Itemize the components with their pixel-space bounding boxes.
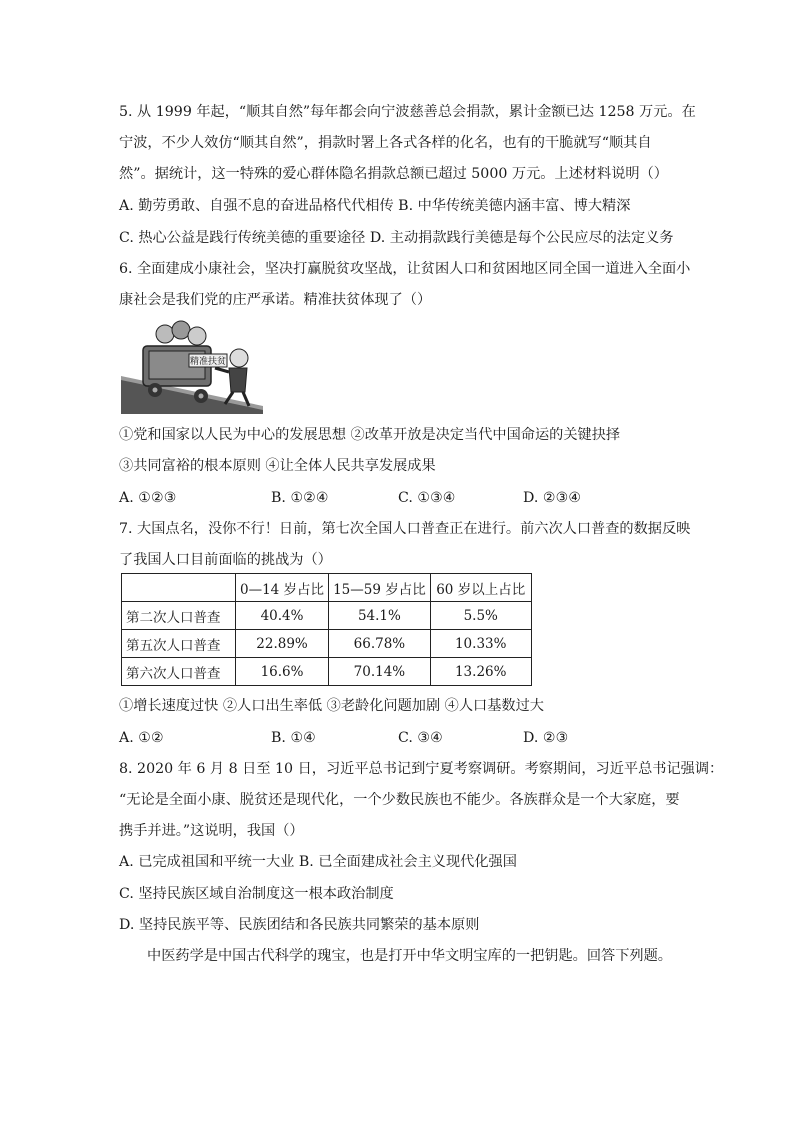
table-cell: 10.33% <box>430 630 531 658</box>
table-header-cell <box>122 574 236 602</box>
illustration-sign: 精准扶贫 <box>189 357 227 367</box>
table-cell: 第二次人口普查 <box>122 602 236 630</box>
q5-line-3: 然”。据统计，这一特殊的爱心群体隐名捐款总额已超过 5000 万元。上述材料说明（） <box>119 166 668 182</box>
q7-option-b: B. ①④ <box>271 730 316 746</box>
q5-line-1: 5. 从 1999 年起，“顺其自然”每年都会向宁波慈善总会捐款，累计金额已达 1258 万元。在 <box>119 104 696 120</box>
table-cell: 第六次人口普查 <box>122 658 236 686</box>
section-intro: 中医药学是中国古代科学的瑰宝，也是打开中华文明宝库的一把钥匙。回答下列题。 <box>147 948 672 964</box>
table-cell: 第五次人口普查 <box>122 630 236 658</box>
q7-line-2: 了我国人口目前面临的挑战为（） <box>119 552 332 568</box>
table-row <box>122 602 532 630</box>
table-header-row <box>122 574 532 602</box>
q6-line-1: 6. 全面建成小康社会，坚决打赢脱贫攻坚战，让贫困人口和贫困地区同全国一道进入全面小 <box>119 261 691 277</box>
table-row <box>122 630 532 658</box>
q8-line-1: 8. 2020 年 6 月 8 日至 10 日，习近平总书记到宁夏考察调研。考察期间，习近平总书记强调： <box>119 761 724 777</box>
table-header-cell: 60 岁以上占比 <box>430 574 531 602</box>
table-header-cell: 0—14 岁占比 <box>236 574 329 602</box>
q7-option-a: A. ①② <box>119 730 164 746</box>
q7-line-1: 7. 大国点名，没你不行！日前，第七次全国人口普查正在进行。前六次人口普查的数据反映 <box>119 521 691 537</box>
q8-option-c: C. 坚持民族区域自治制度这一根本政治制度 <box>119 886 394 902</box>
poverty-alleviation-illustration <box>121 318 263 414</box>
q6-line-2: 康社会是我们党的庄严承诺。精准扶贫体现了（） <box>119 292 432 308</box>
table-cell: 66.78% <box>329 630 431 658</box>
q6-option-d: D. ②③④ <box>523 490 582 506</box>
q7-option-c: C. ③④ <box>398 730 443 746</box>
q7-options <box>119 728 568 748</box>
q8-line-3: 携手并进。”这说明，我国（） <box>119 823 304 839</box>
q5-option-ab: A. 勤劳勇敢、自强不息的奋进品格代代相传 B. 中华传统美德内涵丰富、博大精深 <box>119 198 631 214</box>
table-header-cell: 15—59 岁占比 <box>329 574 431 602</box>
q7-statements: ①增长速度过快 ②人口出生率低 ③老龄化问题加剧 ④人口基数过大 <box>119 698 544 714</box>
q6-option-a: A. ①②③ <box>119 490 177 506</box>
table-cell: 22.89% <box>236 630 329 658</box>
q6-option-c: C. ①③④ <box>398 490 456 506</box>
q6-option-b: B. ①②④ <box>271 490 329 506</box>
table-cell: 13.26% <box>430 658 531 686</box>
q6-statements-1: ①党和国家以人民为中心的发展思想 ②改革开放是决定当代中国命运的关键抉择 <box>119 427 621 443</box>
table-cell: 5.5% <box>430 602 531 630</box>
table-cell: 16.6% <box>236 658 329 686</box>
table-cell: 70.14% <box>329 658 431 686</box>
table-row <box>122 658 532 686</box>
q5-line-2: 宁波，不少人效仿“顺其自然”，捐款时署上各式各样的化名，也有的干脆就写“顺其自 <box>119 135 652 151</box>
table-cell: 54.1% <box>329 602 431 630</box>
q7-option-d: D. ②③ <box>523 730 569 746</box>
q5-option-cd: C. 热心公益是践行传统美德的重要途径 D. 主动捐款践行美德是每个公民应尽的法定义务 <box>119 230 674 246</box>
table-cell: 40.4% <box>236 602 329 630</box>
census-table <box>121 573 532 686</box>
q8-option-ab: A. 已完成祖国和平统一大业 B. 已全面建成社会主义现代化强国 <box>119 854 517 870</box>
q6-options <box>119 488 581 508</box>
q8-option-d: D. 坚持民族平等、民族团结和各民族共同繁荣的基本原则 <box>119 917 480 933</box>
q8-line-2: “无论是全面小康、脱贫还是现代化，一个少数民族也不能少。各族群众是一个大家庭，要 <box>119 792 680 808</box>
q6-statements-2: ③共同富裕的根本原则 ④让全体人民共享发展成果 <box>119 458 436 474</box>
